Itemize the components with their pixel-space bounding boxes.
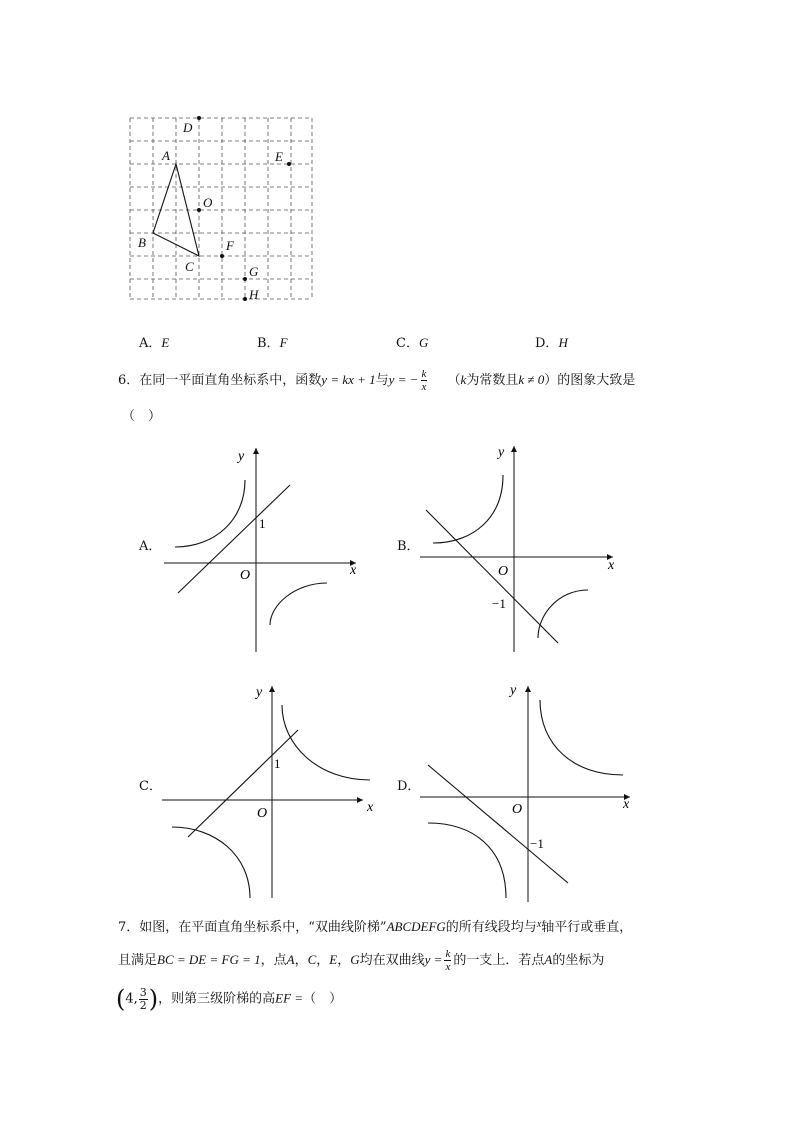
q7-answer-blank[interactable]: （ ）	[303, 991, 343, 1007]
q5-option-a[interactable]	[139, 332, 169, 351]
q6-graph-b[interactable]	[418, 440, 628, 655]
q6-graph-a[interactable]	[160, 440, 370, 655]
point-a: A	[544, 952, 553, 967]
label-a: A	[162, 148, 170, 163]
fraction-k-over-x: $\frac{k}{x}$	[445, 948, 451, 973]
q5-grid-figure	[120, 108, 330, 308]
segment-equation: BC = DE = FG = 1	[157, 952, 261, 967]
y-label: y	[498, 445, 505, 460]
origin-label: O	[512, 802, 523, 817]
label-f: F	[226, 238, 234, 253]
y-label: y	[256, 685, 263, 700]
x-label: x	[350, 563, 357, 578]
intercept-label: 1	[274, 756, 281, 771]
label-h: H	[249, 287, 259, 302]
stem-text: ）的图象大致是	[544, 373, 636, 388]
hyperbola-branch-lower	[428, 823, 506, 898]
q5-option-c[interactable]	[396, 332, 428, 351]
function-inverse-lhs: y = −	[388, 372, 419, 387]
point-g: G	[350, 952, 360, 967]
function-linear: y = kx + 1	[321, 372, 376, 387]
q6-graph-c[interactable]	[160, 680, 374, 900]
label-c: C	[185, 259, 194, 274]
point-o	[197, 208, 201, 212]
option-letter: B．	[257, 336, 280, 351]
point-e: E	[329, 952, 338, 967]
q5-option-d[interactable]	[535, 332, 568, 351]
line-graph	[428, 765, 568, 883]
x-label: x	[608, 558, 615, 573]
x-axis-var: x	[536, 919, 542, 930]
q6-graph-d[interactable]	[418, 680, 633, 905]
ef-expression: EF =	[275, 990, 304, 1006]
option-value: F	[279, 335, 288, 350]
intercept-label: −1	[530, 836, 544, 851]
line-graph	[188, 730, 298, 837]
label-d: D	[183, 120, 193, 135]
x-label: x	[623, 797, 630, 812]
hyperbola-branch-upper	[433, 475, 503, 543]
origin-label: O	[257, 806, 268, 821]
y-label: y	[238, 449, 245, 464]
option-value: G	[418, 335, 429, 350]
option-letter: A．	[139, 336, 162, 351]
k-variable: k	[460, 372, 467, 387]
point-e	[287, 162, 291, 166]
k-condition: k ≠ 0	[518, 372, 545, 387]
stem-text: ，则第三级阶梯的高	[158, 991, 276, 1007]
q6-graph-d-label[interactable]: D．	[397, 779, 421, 794]
point-f	[220, 254, 224, 258]
stem-text: 如图，在平面直角坐标系中，“双曲线阶梯”	[139, 920, 387, 935]
point-a: A	[286, 952, 295, 967]
intercept-label: −1	[492, 596, 506, 611]
intercept-label: 1	[259, 516, 266, 531]
x-label: x	[367, 800, 374, 815]
question-number: 6．	[118, 373, 140, 388]
option-value: H	[558, 335, 568, 350]
hyperbola-branch-upper	[540, 700, 623, 775]
hyperbola-branch-lower	[270, 583, 327, 625]
q5-option-b[interactable]	[257, 332, 288, 351]
option-letter: D．	[535, 336, 559, 351]
q6-graph-c-label[interactable]: C．	[139, 779, 162, 794]
hyperbola-branch-upper	[175, 480, 245, 547]
q7-stem-line1	[118, 916, 632, 935]
hyperbola-lhs: y =	[424, 952, 443, 967]
q6-answer-blank[interactable]: （ ）	[122, 409, 162, 424]
y-label: y	[510, 683, 517, 698]
point-g	[243, 277, 247, 281]
label-e: E	[275, 149, 283, 164]
label-b: B	[138, 235, 146, 250]
stem-text: 的一支上．若点	[453, 953, 545, 968]
q7-stem-line3	[116, 985, 342, 1013]
stem-text: 在同一平面直角坐标系中，函数	[139, 373, 322, 388]
stem-text: （	[447, 373, 461, 388]
origin-label: O	[498, 564, 509, 579]
point-h	[243, 297, 247, 301]
line-graph	[178, 485, 290, 593]
stem-text: 且满足	[118, 953, 158, 968]
stem-text: 与	[375, 373, 389, 388]
stem-text: 的所有线段均与	[445, 920, 537, 935]
q6-graph-a-label[interactable]: A．	[139, 539, 162, 554]
point-c: C	[307, 952, 317, 967]
q7-stem-line2: 且满足BC = DE = FG = 1，点A，C，E，G均在双曲线y = $\frac{k}{x}$ 的一支上．若点A的坐标为	[118, 948, 605, 973]
coordinate-a: (4, $\frac{3}{2}$ )	[116, 985, 159, 1013]
label-g: G	[249, 264, 259, 279]
stem-text: 轴平行或垂直，	[541, 920, 633, 935]
point-d	[197, 116, 201, 120]
stem-text: ，点	[260, 953, 287, 968]
question-number: 7．	[118, 920, 140, 935]
hyperbola-branch-lower	[172, 827, 250, 898]
line-graph	[426, 510, 558, 643]
stem-text: 均在双曲线	[359, 953, 425, 968]
option-letter: C．	[396, 336, 419, 351]
q6-stem-line1	[118, 368, 635, 393]
hyperbola-branch-upper	[282, 705, 370, 780]
label-o: O	[203, 195, 213, 210]
stem-text: 的坐标为	[552, 953, 605, 968]
fraction-k-over-x: $\frac{k}{x}$	[421, 368, 427, 393]
origin-label: O	[240, 568, 251, 583]
option-value: E	[161, 335, 170, 350]
ladder-name: ABCDEFG	[386, 919, 446, 934]
stem-text: 为常数且	[466, 373, 519, 388]
q6-graph-b-label[interactable]: B．	[397, 539, 420, 554]
